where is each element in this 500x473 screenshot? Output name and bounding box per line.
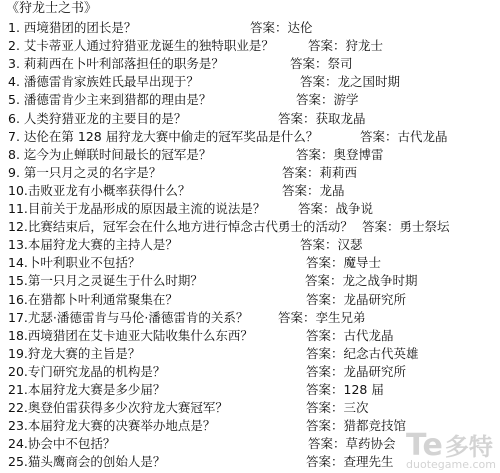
- answer-text: [278, 110, 366, 128]
- answer-value: 魔导士: [343, 255, 382, 271]
- answer-label: 答案：: [306, 454, 344, 470]
- answer-value: 龙晶: [319, 182, 345, 198]
- answer-label: 答案：: [306, 345, 344, 361]
- answer-value: 查理先生: [343, 454, 394, 470]
- answer-label: 答案：: [296, 92, 334, 108]
- answer-value: 龙之战争时期: [342, 273, 418, 289]
- answer-text: [300, 73, 400, 91]
- watermark-url: duotegame.com: [406, 458, 496, 471]
- question-text: 1. 西境猎团的团长是？: [8, 20, 137, 35]
- answer-label: 答案：: [306, 382, 344, 397]
- answer-text: [306, 453, 394, 471]
- answer-text: [282, 164, 357, 182]
- question-text: 8. 迄今为止蝉联时间最长的冠军是？: [8, 146, 212, 162]
- answer-value: 古代龙晶: [343, 327, 394, 343]
- answer-value: 三次: [343, 400, 369, 416]
- answer-text: [360, 128, 448, 146]
- question-text: 10.击败亚龙有小概率获得什么？: [8, 182, 191, 198]
- answer-text: [278, 309, 366, 327]
- answer-text: [282, 182, 345, 200]
- answer-value: 获取龙晶: [315, 110, 366, 126]
- answer-label: 答案：: [278, 309, 316, 325]
- watermark-mark: Te: [406, 428, 443, 463]
- answer-value: 狩龙士: [345, 38, 384, 54]
- answer-label: 答案：: [306, 400, 344, 416]
- question-text: 12.比赛结束后，冠军会在什么地方进行悼念古代勇士的活动？: [8, 219, 353, 235]
- answer-value: 莉莉西: [319, 164, 358, 180]
- question-text: 4. 潘德雷肯家族姓氏最早出现于？: [8, 74, 199, 90]
- answer-value: 猎都竞技馆: [343, 418, 407, 434]
- answer-label: 答案：: [308, 436, 346, 452]
- answer-text: [305, 272, 418, 290]
- answer-value: 草药协会: [345, 436, 396, 452]
- answer-text: [308, 37, 383, 55]
- question-text: 21.本届狩龙大赛是多少届？: [8, 382, 166, 397]
- question-text: 2. 艾卡蒂亚人通过狩猎亚龙诞生的独特职业是？: [8, 38, 274, 54]
- answer-value: 勇士祭坛: [399, 219, 450, 235]
- answer-value: 纪念古代英雄: [343, 345, 419, 361]
- question-text: 24.协会中不包括？: [8, 436, 116, 452]
- answer-value: 龙之国时期: [337, 74, 401, 90]
- question-text: 13.本届狩龙大赛的主持人是？: [8, 237, 178, 253]
- answer-text: [300, 236, 363, 254]
- answer-value: 游学: [333, 92, 359, 108]
- answer-value: 祭司: [327, 56, 353, 72]
- question-text: 7. 达伦在第 128 届狩龙大赛中偷走的冠军奖品是什么？: [8, 128, 319, 144]
- question-text: 17.尤瑟·潘德雷肯与马伦·潘德雷肯的关系？: [8, 309, 249, 325]
- answer-value: 汉瑟: [337, 237, 363, 253]
- question-text: 6. 人类狩猎亚龙的主要目的是？: [8, 110, 187, 126]
- answer-text: [306, 345, 419, 363]
- answer-value: 达伦: [287, 20, 313, 35]
- answer-text: [306, 327, 394, 345]
- answer-label: 答案：: [278, 110, 316, 126]
- question-text: 3. 莉莉西在卜叶利部落担任的职务是？: [8, 56, 224, 72]
- answer-text: [296, 146, 384, 164]
- answer-value: 龙晶研究所: [343, 291, 407, 307]
- answer-text: [308, 435, 396, 453]
- watermark-logo: [406, 428, 496, 471]
- answer-label: 答案：: [282, 164, 320, 180]
- answer-label: 答案：: [306, 327, 344, 343]
- question-text: 25.猫头鹰商会的创始人是？: [8, 454, 166, 470]
- answer-text: [306, 417, 406, 435]
- answer-text: [306, 381, 384, 399]
- answer-value: 奥登博雷: [333, 146, 384, 162]
- question-text: 23.本届狩龙大赛的决赛举办地点是？: [8, 418, 216, 434]
- answer-text: [290, 55, 353, 73]
- answer-label: 答案：: [290, 56, 328, 72]
- answer-text: [250, 19, 313, 37]
- answer-label: 答案：: [306, 255, 344, 271]
- answer-label: 答案：: [300, 74, 338, 90]
- answer-value: 古代龙晶: [397, 128, 448, 144]
- question-text: 5. 潘德雷肯少主来到猎都的理由是？: [8, 92, 212, 108]
- answer-label: 答案：: [300, 237, 338, 253]
- question-text: 22.奥登伯雷获得多少次狩龙大赛冠军？: [8, 400, 228, 416]
- answer-text: [362, 218, 450, 236]
- answer-label: 答案：: [298, 201, 336, 216]
- answer-label: 答案：: [360, 128, 398, 144]
- answer-label: 答案：: [282, 182, 320, 198]
- answer-value: 孪生兄弟: [315, 309, 366, 325]
- question-text: 20.专门研究龙晶的机构是？: [8, 363, 166, 379]
- question-text: 14.卜叶利职业不包括？: [8, 255, 141, 271]
- answer-label: 答案：: [250, 20, 288, 35]
- page-title: 《狩龙士之书》: [6, 1, 98, 16]
- answer-label: 答案：: [308, 38, 346, 54]
- answer-label: 答案：: [362, 219, 400, 235]
- question-text: 19.狩龙大赛的主旨是？: [8, 345, 141, 361]
- question-text: 15.第一只月之灵诞生于什么时期？: [8, 273, 203, 289]
- answer-label: 答案：: [305, 273, 343, 289]
- answer-text: [296, 91, 359, 109]
- answer-label: 答案：: [306, 363, 344, 379]
- answer-label: 答案：: [306, 291, 344, 307]
- answer-text: [298, 200, 373, 218]
- answer-text: [306, 254, 381, 272]
- answer-value: 龙晶研究所: [343, 363, 407, 379]
- watermark-name: 多特: [444, 433, 493, 461]
- answer-label: 答案：: [296, 146, 334, 162]
- answer-text: [306, 363, 406, 381]
- answer-text: [306, 291, 406, 309]
- question-text: 16.在猎都卜叶利通常聚集在？: [8, 291, 178, 307]
- question-text: 18.西境猎团在艾卡迪亚大陆收集什么东西？: [8, 327, 253, 343]
- question-text: 9. 第一只月之灵的名字是？: [8, 164, 162, 180]
- answer-value: 128 届: [343, 382, 384, 397]
- answer-text: [306, 399, 369, 417]
- question-text: 11.目前关于龙晶形成的原因最主流的说法是？: [8, 201, 266, 216]
- answer-label: 答案：: [306, 418, 344, 434]
- answer-value: 战争说: [335, 201, 374, 216]
